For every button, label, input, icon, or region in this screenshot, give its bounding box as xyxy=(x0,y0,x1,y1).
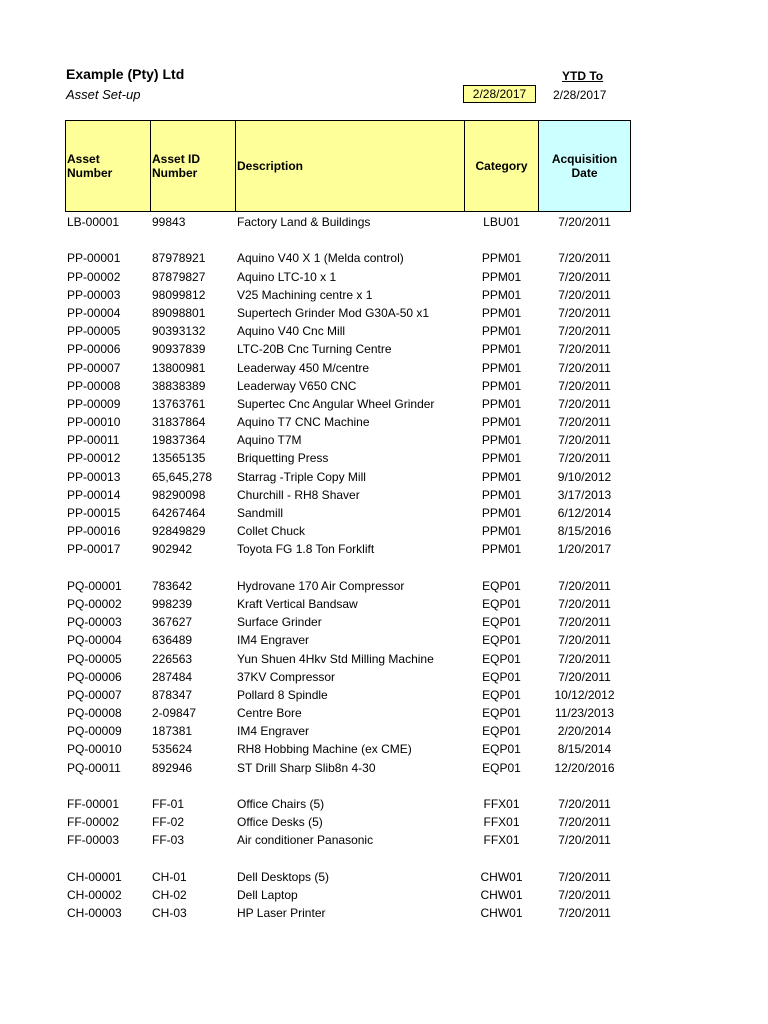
table-row[interactable] xyxy=(0,486,768,504)
period-date-input[interactable]: 2/28/2017 xyxy=(463,85,536,103)
category-cell: EQP01 xyxy=(482,651,521,666)
category-cell: EQP01 xyxy=(482,742,521,757)
acquisition-date-cell: 7/20/2011 xyxy=(558,251,611,266)
table-row[interactable] xyxy=(0,377,768,395)
header-acquisition-date-line1: Acquisition xyxy=(551,152,618,166)
acquisition-date-cell: 11/23/2013 xyxy=(554,706,615,721)
description-cell: IM4 Engraver xyxy=(237,633,310,648)
header-acquisition-date-line2: Date xyxy=(571,166,598,180)
category-cell: CHW01 xyxy=(480,906,523,921)
header-asset-id-line2: Number xyxy=(152,166,198,180)
asset-number-cell: PP-00013 xyxy=(67,469,121,484)
asset-id-cell: 636489 xyxy=(152,633,193,648)
acquisition-date-cell: 7/20/2011 xyxy=(558,797,611,811)
category-cell: PPM01 xyxy=(481,324,522,339)
description-cell: HP Laser Printer xyxy=(237,906,326,921)
table-row[interactable] xyxy=(0,304,768,322)
acquisition-date-cell: 7/20/2011 xyxy=(558,415,611,430)
description-cell: Supertec Cnc Angular Wheel Grinder xyxy=(237,396,435,411)
acquisition-date-cell: 7/20/2011 xyxy=(558,396,611,411)
asset-id-cell: 367627 xyxy=(152,615,193,630)
asset-id-cell: 878347 xyxy=(152,687,193,702)
asset-number-cell: PQ-00004 xyxy=(67,633,122,648)
category-cell: EQP01 xyxy=(482,615,521,630)
table-row[interactable] xyxy=(0,468,768,486)
acquisition-date-cell: 7/20/2011 xyxy=(558,305,611,320)
asset-number-cell: PQ-00009 xyxy=(67,724,122,739)
asset-id-cell: 38838389 xyxy=(152,378,206,393)
description-cell: Leaderway V650 CNC xyxy=(237,378,357,393)
ytd-date: 2/28/2017 xyxy=(553,88,607,102)
ytd-label: YTD To xyxy=(562,69,604,83)
acquisition-date-cell: 8/15/2016 xyxy=(557,524,612,539)
table-row[interactable] xyxy=(0,213,768,231)
asset-number-cell: PP-00015 xyxy=(67,506,121,520)
acquisition-date-cell: 9/10/2012 xyxy=(557,469,612,484)
category-cell: PPM01 xyxy=(481,433,522,448)
header-acquisition-date xyxy=(538,120,631,212)
description-cell: Air conditioner Panasonic xyxy=(237,833,374,848)
description-cell: Office Desks (5) xyxy=(237,815,323,830)
description-cell: Aquino V40 X 1 (Melda control) xyxy=(237,251,404,266)
asset-number-cell: PP-00014 xyxy=(67,487,121,502)
company-name: Example (Pty) Ltd xyxy=(66,66,185,82)
category-cell: EQP01 xyxy=(482,724,521,739)
asset-number-cell: PQ-00010 xyxy=(67,742,122,757)
asset-id-cell: 65,645,278 xyxy=(152,469,213,484)
acquisition-date-cell: 7/20/2011 xyxy=(558,324,611,339)
asset-number-cell: PP-00016 xyxy=(67,524,121,539)
asset-id-cell: 13763761 xyxy=(152,396,206,411)
acquisition-date-cell: 7/20/2011 xyxy=(558,633,611,648)
acquisition-date-cell: 8/15/2014 xyxy=(557,742,612,757)
category-cell: PPM01 xyxy=(481,305,522,320)
table-row[interactable] xyxy=(0,322,768,340)
acquisition-date-cell: 7/20/2011 xyxy=(558,451,611,466)
asset-number-cell: PQ-00008 xyxy=(67,706,122,721)
acquisition-date-cell: 12/20/2016 xyxy=(554,760,615,775)
table-row[interactable] xyxy=(0,413,768,431)
category-cell: CHW01 xyxy=(480,869,523,884)
description-cell: Kraft Vertical Bandsaw xyxy=(237,596,358,611)
category-cell: PPM01 xyxy=(481,360,522,375)
asset-id-cell: CH-03 xyxy=(152,906,187,921)
header-asset-id-line1: Asset ID xyxy=(152,152,201,166)
asset-number-cell: PP-00011 xyxy=(67,433,120,448)
table-row[interactable] xyxy=(0,740,768,758)
category-cell: PPM01 xyxy=(481,269,522,284)
category-cell: PPM01 xyxy=(481,287,522,302)
description-cell: Aquino LTC-10 x 1 xyxy=(237,269,337,284)
description-cell: Supertech Grinder Mod G30A-50 x1 xyxy=(237,305,430,320)
table-row[interactable] xyxy=(0,395,768,413)
description-cell: Office Chairs (5) xyxy=(237,797,325,811)
table-row[interactable] xyxy=(0,522,768,540)
acquisition-date-cell: 7/20/2011 xyxy=(558,578,611,593)
acquisition-date-cell: 7/20/2011 xyxy=(558,287,611,302)
description-cell: Dell Desktops (5) xyxy=(237,869,330,884)
group-spacer xyxy=(0,777,768,795)
asset-number-cell: CH-00001 xyxy=(67,869,122,884)
table-row[interactable] xyxy=(0,722,768,740)
table-row[interactable] xyxy=(0,668,768,686)
acquisition-date-cell: 3/17/2013 xyxy=(557,487,612,502)
asset-id-cell: FF-01 xyxy=(152,797,185,811)
asset-id-cell: 187381 xyxy=(152,724,193,739)
asset-number-cell: PP-00009 xyxy=(67,396,121,411)
asset-id-cell: 783642 xyxy=(152,578,193,593)
asset-number-cell: PQ-00006 xyxy=(67,669,122,684)
description-cell: Briquetting Press xyxy=(237,451,329,466)
table-row[interactable] xyxy=(0,686,768,704)
category-cell: EQP01 xyxy=(482,633,521,648)
category-cell: PPM01 xyxy=(481,415,522,430)
category-cell: FFX01 xyxy=(483,815,520,830)
description-cell: Toyota FG 1.8 Ton Forklift xyxy=(237,542,375,557)
table-row[interactable] xyxy=(0,868,768,886)
acquisition-date-cell: 7/20/2011 xyxy=(558,815,611,830)
category-cell: PPM01 xyxy=(481,451,522,466)
table-row[interactable] xyxy=(0,813,768,831)
description-cell: Pollard 8 Spindle xyxy=(237,687,328,702)
description-cell: RH8 Hobbing Machine (ex CME) xyxy=(237,742,412,757)
acquisition-date-cell: 7/20/2011 xyxy=(558,906,611,921)
header-category xyxy=(464,120,539,212)
asset-id-cell: 64267464 xyxy=(152,506,206,520)
asset-id-cell: CH-02 xyxy=(152,887,187,902)
group-spacer xyxy=(0,850,768,868)
asset-id-cell: 31837864 xyxy=(152,415,206,430)
asset-number-cell: PP-00012 xyxy=(67,451,121,466)
table-row[interactable] xyxy=(0,449,768,467)
table-row[interactable] xyxy=(0,504,768,522)
asset-id-cell: 90393132 xyxy=(152,324,206,339)
acquisition-date-cell: 7/20/2011 xyxy=(558,596,611,611)
asset-id-cell: 892946 xyxy=(152,760,193,775)
acquisition-date-cell: 7/20/2011 xyxy=(558,433,611,448)
asset-id-cell: 19837364 xyxy=(152,433,206,448)
header-description xyxy=(235,120,465,212)
asset-id-cell: 90937839 xyxy=(152,342,206,357)
asset-number-cell: PQ-00002 xyxy=(67,596,122,611)
asset-number-cell: FF-00002 xyxy=(67,815,120,830)
acquisition-date-cell: 6/12/2014 xyxy=(557,506,612,520)
category-cell: PPM01 xyxy=(481,487,522,502)
category-cell: EQP01 xyxy=(482,596,521,611)
category-cell: EQP01 xyxy=(482,760,521,775)
asset-number-cell: PQ-00001 xyxy=(67,578,122,593)
category-cell: PPM01 xyxy=(481,542,522,557)
description-cell: Yun Shuen 4Hkv Std Milling Machine xyxy=(237,651,434,666)
header-asset-number-line2: Number xyxy=(67,166,113,180)
header-asset-number xyxy=(65,120,151,212)
description-cell: LTC-20B Cnc Turning Centre xyxy=(237,342,392,357)
acquisition-date-cell: 7/20/2011 xyxy=(558,378,611,393)
asset-number-cell: PP-00005 xyxy=(67,324,121,339)
description-cell: 37KV Compressor xyxy=(237,669,336,684)
asset-number-cell: PP-00008 xyxy=(67,378,121,393)
category-cell: PPM01 xyxy=(481,506,522,520)
acquisition-date-cell: 1/20/2017 xyxy=(557,542,612,557)
asset-id-cell: 13800981 xyxy=(152,360,206,375)
table-row[interactable] xyxy=(0,540,768,558)
asset-id-cell: 535624 xyxy=(152,742,193,757)
asset-id-cell: 287484 xyxy=(152,669,193,684)
category-cell: PPM01 xyxy=(481,378,522,393)
description-cell: Hydrovane 170 Air Compressor xyxy=(237,578,405,593)
description-cell: IM4 Engraver xyxy=(237,724,310,739)
table-row[interactable] xyxy=(0,431,768,449)
category-cell: CHW01 xyxy=(480,887,523,902)
asset-number-cell: PP-00007 xyxy=(67,360,121,375)
category-cell: EQP01 xyxy=(482,578,521,593)
acquisition-date-cell: 7/20/2011 xyxy=(558,215,611,229)
asset-number-cell: PP-00002 xyxy=(67,269,121,284)
category-cell: PPM01 xyxy=(481,342,522,357)
description-cell: ST Drill Sharp Slib8n 4-30 xyxy=(237,760,376,775)
asset-number-cell: PP-00004 xyxy=(67,305,121,320)
asset-number-cell: PP-00010 xyxy=(67,415,121,430)
group-spacer xyxy=(0,559,768,577)
asset-number-cell: PP-00017 xyxy=(67,542,121,557)
table-row[interactable] xyxy=(0,249,768,267)
group-spacer xyxy=(0,231,768,249)
table-row[interactable] xyxy=(0,704,768,722)
description-cell: Factory Land & Buildings xyxy=(237,215,371,229)
asset-id-cell: FF-02 xyxy=(152,815,185,830)
table-row[interactable] xyxy=(0,831,768,849)
table-row[interactable] xyxy=(0,650,768,668)
category-cell: FFX01 xyxy=(483,797,520,811)
category-cell: PPM01 xyxy=(481,251,522,266)
asset-number-cell: PQ-00011 xyxy=(67,760,121,775)
category-cell: FFX01 xyxy=(483,833,520,848)
asset-table-body xyxy=(0,213,768,922)
asset-id-cell: 998239 xyxy=(152,596,193,611)
acquisition-date-cell: 7/20/2011 xyxy=(558,887,611,902)
table-row[interactable] xyxy=(0,759,768,777)
description-cell: Collet Chuck xyxy=(237,524,306,539)
asset-number-cell: PQ-00005 xyxy=(67,651,122,666)
table-row[interactable] xyxy=(0,631,768,649)
header-asset-id xyxy=(150,120,236,212)
asset-id-cell: 98099812 xyxy=(152,287,206,302)
asset-number-cell: CH-00002 xyxy=(67,887,122,902)
asset-id-cell: 87978921 xyxy=(152,251,206,266)
asset-number-cell: PP-00001 xyxy=(67,251,121,266)
asset-id-cell: 92849829 xyxy=(152,524,206,539)
acquisition-date-cell: 2/20/2014 xyxy=(557,724,612,739)
description-cell: Centre Bore xyxy=(237,706,302,721)
asset-id-cell: CH-01 xyxy=(152,869,187,884)
asset-number-cell: FF-00001 xyxy=(67,797,120,811)
asset-id-cell: 13565135 xyxy=(152,451,206,466)
category-cell: EQP01 xyxy=(482,669,521,684)
asset-id-cell: 98290098 xyxy=(152,487,206,502)
description-cell: Aquino V40 Cnc Mill xyxy=(237,324,346,339)
asset-id-cell: 89098801 xyxy=(152,305,206,320)
description-cell: Dell Laptop xyxy=(237,887,298,902)
asset-number-cell: PP-00003 xyxy=(67,287,121,302)
asset-number-cell: FF-00003 xyxy=(67,833,120,848)
acquisition-date-cell: 7/20/2011 xyxy=(558,833,611,848)
table-row[interactable] xyxy=(0,795,768,813)
acquisition-date-cell: 7/20/2011 xyxy=(558,869,611,884)
description-cell: Churchill - RH8 Shaver xyxy=(237,487,360,502)
table-row[interactable] xyxy=(0,359,768,377)
acquisition-date-cell: 7/20/2011 xyxy=(558,651,611,666)
description-cell: Aquino T7M xyxy=(237,433,302,448)
category-cell: LBU01 xyxy=(483,215,520,229)
category-cell: EQP01 xyxy=(482,706,521,721)
acquisition-date-cell: 10/12/2012 xyxy=(554,687,615,702)
table-row[interactable] xyxy=(0,268,768,286)
asset-number-cell: CH-00003 xyxy=(67,906,122,921)
header-asset-number-line1: Asset xyxy=(67,152,100,166)
table-row[interactable] xyxy=(0,286,768,304)
sheet-subtitle: Asset Set-up xyxy=(66,87,141,102)
table-row[interactable] xyxy=(0,613,768,631)
table-row[interactable] xyxy=(0,340,768,358)
header-description-label: Description xyxy=(237,159,304,173)
category-cell: PPM01 xyxy=(481,469,522,484)
asset-id-cell: 226563 xyxy=(152,651,193,666)
asset-number-cell: LB-00001 xyxy=(67,215,120,229)
asset-id-cell: 99843 xyxy=(152,215,186,229)
acquisition-date-cell: 7/20/2011 xyxy=(558,615,611,630)
table-row[interactable] xyxy=(0,595,768,613)
acquisition-date-cell: 7/20/2011 xyxy=(558,669,611,684)
acquisition-date-cell: 7/20/2011 xyxy=(558,269,611,284)
acquisition-date-cell: 7/20/2011 xyxy=(558,342,611,357)
category-cell: PPM01 xyxy=(481,524,522,539)
description-cell: V25 Machining centre x 1 xyxy=(237,287,373,302)
table-row[interactable] xyxy=(0,577,768,595)
category-cell: PPM01 xyxy=(481,396,522,411)
table-row[interactable] xyxy=(0,904,768,922)
asset-id-cell: 2-09847 xyxy=(152,706,197,721)
asset-number-cell: PP-00006 xyxy=(67,342,121,357)
description-cell: Sandmill xyxy=(237,506,284,520)
header-category-label: Category xyxy=(475,159,528,173)
description-cell: Surface Grinder xyxy=(237,615,322,630)
asset-id-cell: FF-03 xyxy=(152,833,185,848)
category-cell: EQP01 xyxy=(482,687,521,702)
asset-number-cell: PQ-00003 xyxy=(67,615,122,630)
description-cell: Starrag -Triple Copy Mill xyxy=(237,469,366,484)
asset-id-cell: 87879827 xyxy=(152,269,206,284)
asset-number-cell: PQ-00007 xyxy=(67,687,122,702)
table-row[interactable] xyxy=(0,886,768,904)
asset-id-cell: 902942 xyxy=(152,542,193,557)
acquisition-date-cell: 7/20/2011 xyxy=(558,360,611,375)
description-cell: Aquino T7 CNC Machine xyxy=(237,415,370,430)
description-cell: Leaderway 450 M/centre xyxy=(237,360,370,375)
